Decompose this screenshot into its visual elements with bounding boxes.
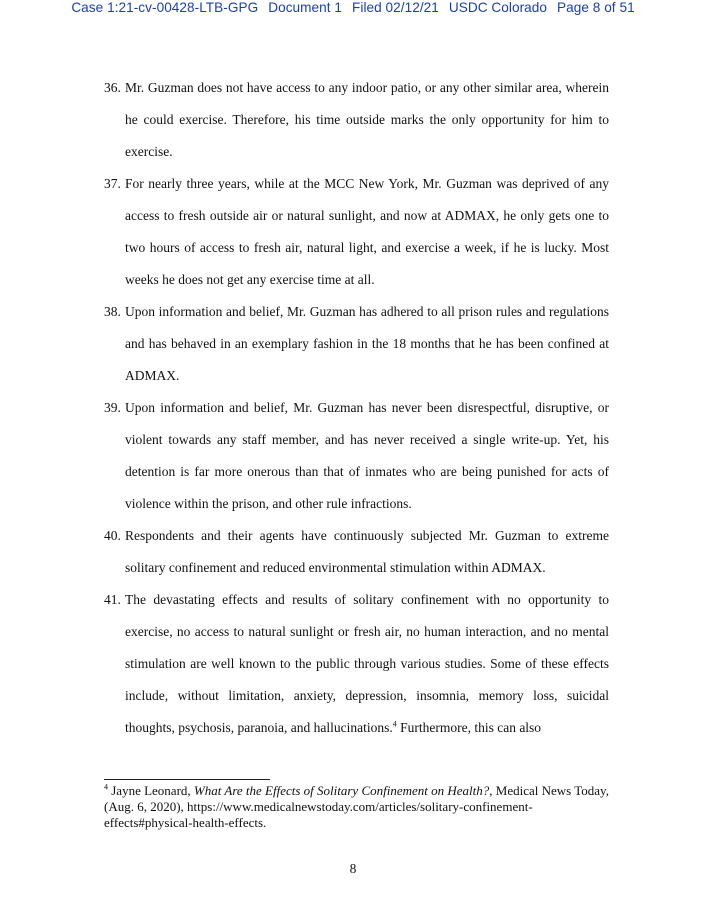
paragraph-number: 36.: [104, 80, 121, 95]
paragraph-38: [104, 296, 609, 392]
document-number: Document 1: [268, 0, 343, 15]
paragraph-number: 38.: [104, 304, 121, 319]
footnote-4: [104, 783, 609, 831]
footnote-citation: , Medical News Today, (Aug. 6, 2020), https://www.medicalnewstoday.com/articles/solitary-confinement-effects#physical-health-effects.: [104, 783, 609, 830]
footnote-marker: 4: [104, 782, 108, 792]
footnote-divider: [104, 779, 270, 780]
paragraph-text: Upon information and belief, Mr. Guzman has adhered to all prison rules and regulations and has behaved in an exemplary fashion in the 18 months that he has been confined at ADMAX.: [125, 304, 609, 383]
paragraph-text: For nearly three years, while at the MCC New York, Mr. Guzman was deprived of any access to fresh outside air or natural sunlight, and now at ADMAX, he only gets one to two hours of access to fresh air, natural light, and exercise a week, if he is lucky. Most weeks he does not get any exercise time at all.: [125, 176, 609, 287]
paragraph-text-main: The devastating effects and results of solitary confinement with no opportunity to exercise, no access to natural sunlight or fresh air, no human interaction, and no mental stimulation are well known to the public through various studies. Some of these effects include, without limitation, anxiety, depression, insomnia, memory loss, suicidal thoughts, psychosis, paranoia, and hallucinations.: [125, 592, 609, 735]
footnote-author: Jayne Leonard,: [111, 783, 194, 798]
filed-date: Filed 02/12/21: [352, 0, 439, 15]
paragraph-41: [104, 584, 609, 744]
paragraph-number: 37.: [104, 176, 121, 191]
page-indicator: Page 8 of 51: [556, 0, 635, 15]
paragraph-text: [104, 584, 609, 744]
paragraph-40: [104, 520, 609, 584]
paragraph-39: [104, 392, 609, 520]
footnote-article-title: What Are the Effects of Solitary Confinement on Health?: [193, 783, 490, 798]
paragraph-number: 39.: [104, 400, 121, 415]
paragraph-text: Upon information and belief, Mr. Guzman has never been disrespectful, disruptive, or violent towards any staff member, and has never received a single write-up. Yet, his detention is far more onerous than that of inmates who are being punished for acts of violence within the prison, and other rule infractions.: [125, 400, 609, 511]
footnote-reference[interactable]: 4: [392, 719, 397, 729]
case-number: Case 1:21-cv-00428-LTB-GPG: [71, 0, 259, 15]
page-number: 8: [349, 861, 357, 876]
paragraph-37: [104, 168, 609, 296]
court-filing-header: [0, 0, 706, 16]
paragraph-text: Respondents and their agents have continuously subjected Mr. Guzman to extreme solitary confinement and reduced environmental stimulation within ADMAX.: [125, 528, 609, 575]
paragraph-number: 40.: [104, 528, 121, 543]
paragraph-36: [104, 72, 609, 168]
paragraph-number: 41.: [104, 592, 121, 607]
paragraph-text-continued: Furthermore, this can also: [396, 720, 542, 735]
court-name: USDC Colorado: [448, 0, 547, 15]
paragraph-text: Mr. Guzman does not have access to any indoor patio, or any other similar area, wherein he could exercise. Therefore, his time outside marks the only opportunity for him to exercise.: [125, 80, 609, 159]
